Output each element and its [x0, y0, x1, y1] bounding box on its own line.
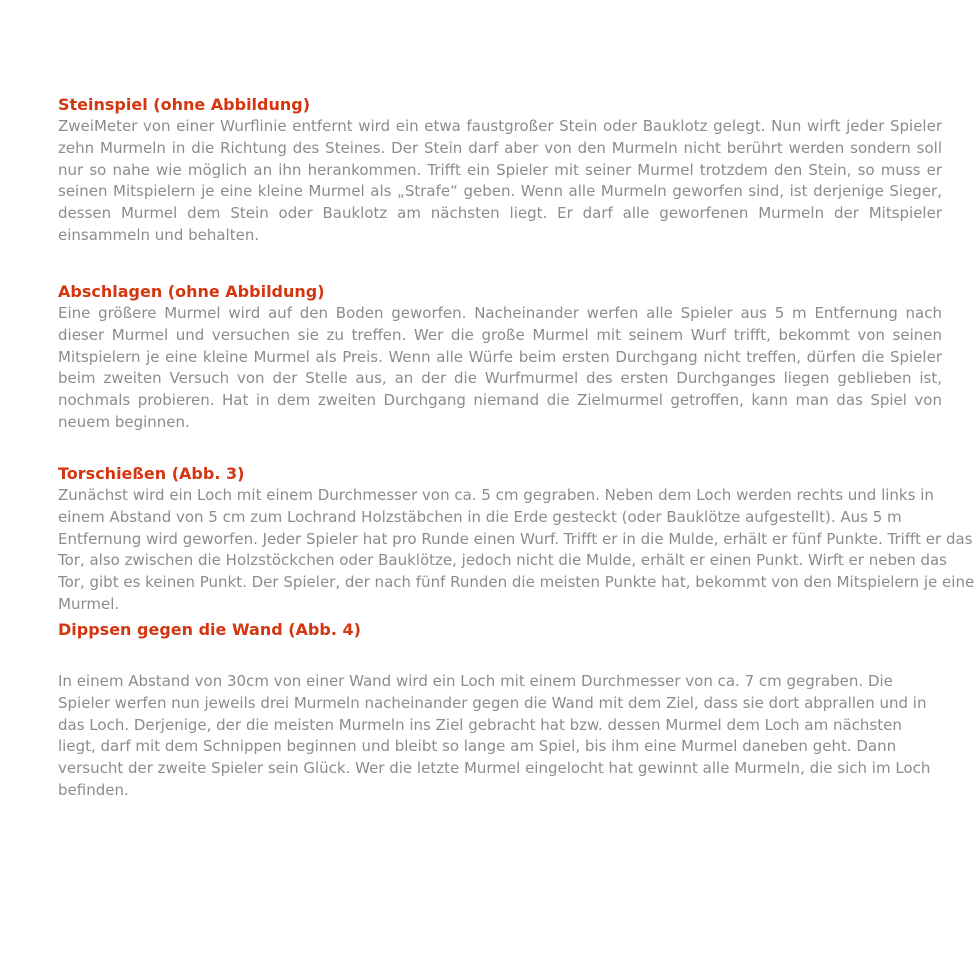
section-body: ZweiMeter von einer Wurflinie entfernt wird ein etwa faustgroßer Stein oder Bauklotz gelegt. Nun wirft jeder Spieler zehn Murmeln in die Richtung des Steines. Der Stein darf aber von den Murmeln nicht berührt werden sondern soll nur so nahe wie möglich an ihn herankommen. Trifft ein Spieler mit seiner Murmel trotzdem den Stein, so muss er seinen Mitspielern je eine kleine Murmel als „Strafe“ geben. Wenn alle Murmeln geworfen sind, ist derjenige Sieger, dessen Murmel dem Stein oder Bauklotz am nächsten liegt. Er darf alle geworfenen Murmeln der Mitspieler einsammeln und behalten. [58, 117, 942, 244]
section-dippsen [58, 619, 942, 802]
section-body: Eine größere Murmel wird auf den Boden geworfen. Nacheinander werfen alle Spieler aus 5 m Entfernung nach dieser Murmel und versuchen sie zu treffen. Wer die große Murmel mit seinem Wurf trifft, bekommt von seinen Mitspielern je eine kleine Murmel als Preis. Wenn alle Würfe beim ersten Durchgang nicht treffen, dürfen die Spieler beim zweiten Versuch von der Stelle aus, an der die Wurfmurmel des ersten Durchganges liegen geblieben ist, nochmals probieren. Hat in dem zweiten Durchgang niemand die Zielmurmel getroffen, kann man das Spiel von neuem beginnen. [58, 304, 942, 431]
section-body: In einem Abstand von 30cm von einer Wand wird ein Loch mit einem Durchmesser von ca. 7 cm gegraben. Die Spieler werfen nun jeweils drei Murmeln nacheinander gegen die Wand mit dem Ziel, dass sie dort abprallen und in das Loch. Derjenige, der die meisten Murmeln ins Ziel gebracht hat bzw. dessen Murmel dem Loch am nächsten liegt, darf mit dem Schnippen beginnen und bleibt so lange am Spiel, bis ihm eine Murmel daneben geht. Dann versucht der zweite Spieler sein Glück. Wer die letzte Murmel eingelocht hat gewinnt alle Murmeln, die sich im Loch befinden. [58, 672, 931, 799]
section-body: Zunächst wird ein Loch mit einem Durchmesser von ca. 5 cm gegraben. Neben dem Loch werden rechts und links in einem Abstand von 5 cm zum Lochrand Holzstäbchen in die Erde gesteckt (oder Bauklötze aufgestellt). Aus 5 m Entfernung wird geworfen. Jeder Spieler hat pro Runde einen Wurf. Trifft er in die Mulde, erhält er fünf Punkte. Trifft er das Tor, also zwischen die Holzstöckchen oder Bauklötze, jedoch nicht die Mulde, erhält er einen Punkt. Wirft er neben das Tor, gibt es keinen Punkt. Der Spieler, der nach fünf Runden die meisten Punkte hat, bekommt von den Mitspielern je eine Murmel. [58, 486, 975, 613]
section-steinspiel [58, 94, 942, 247]
section-heading: Torschießen (Abb. 3) [58, 464, 245, 483]
section-torschiessen [58, 463, 975, 616]
section-heading: Steinspiel (ohne Abbildung) [58, 95, 311, 114]
section-abschlagen [58, 281, 942, 434]
section-heading: Abschlagen (ohne Abbildung) [58, 282, 325, 301]
section-heading: Dippsen gegen die Wand (Abb. 4) [58, 620, 361, 639]
